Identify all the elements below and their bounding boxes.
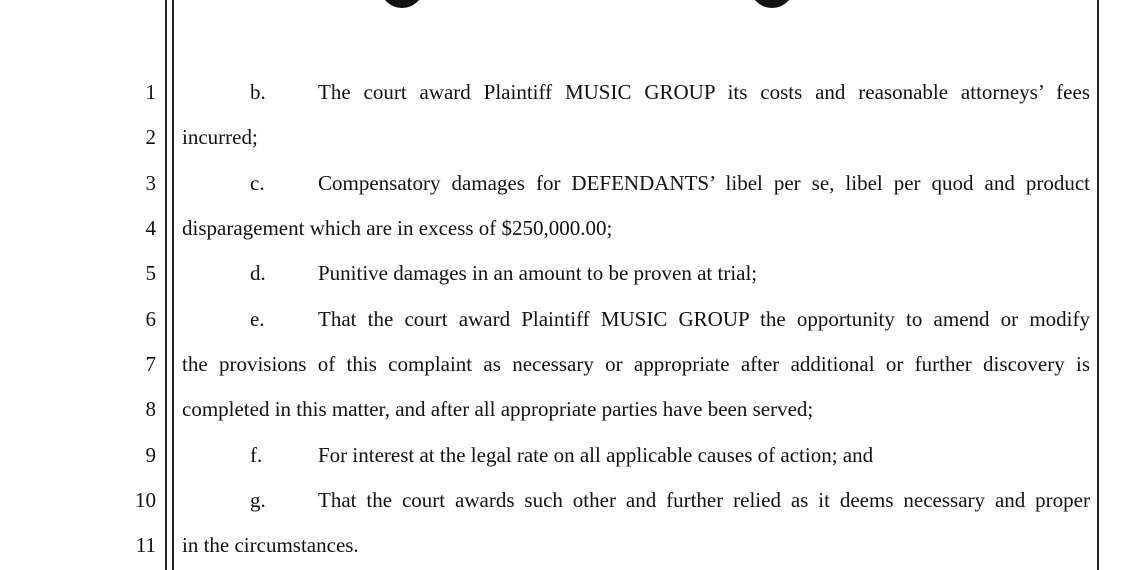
item-marker: c. [250,171,265,195]
line-number: 1 [145,80,156,104]
item-text: That the court award Plaintiff MUSIC GROUP the opportunity to amend or modify [318,307,1090,331]
line-number: 8 [145,397,156,421]
top-ink-mark-left [380,0,424,8]
line-number: 3 [145,171,156,195]
item-text: The court award Plaintiff MUSIC GROUP its costs and reasonable attorneys’ fees [318,80,1090,104]
right-margin-rule [1097,0,1099,570]
text-line-8: completed in this matter, and after all appropriate parties have been served; [182,397,814,421]
line-number: 4 [145,216,156,240]
line-number: 6 [145,307,156,331]
item-text: Punitive damages in an amount to be proven at trial; [318,261,758,285]
item-marker: b. [250,80,266,104]
text-line-4: disparagement which are in excess of $250,000.00; [182,216,613,240]
item-text: For interest at the legal rate on all applicable causes of action; and [318,443,874,467]
item-marker: f. [250,443,263,467]
text-line-2: incurred; [182,125,258,149]
line-number: 9 [145,443,156,467]
left-margin-rule-inner [172,0,174,570]
left-margin-rule-outer [165,0,167,570]
item-text: That the court awards such other and further relied as it deems necessary and proper [318,488,1090,512]
text-line-11: in the circumstances. [182,533,359,557]
line-number: 11 [135,533,156,557]
item-marker: d. [250,261,266,285]
item-marker: g. [250,488,266,512]
text-line-7: the provisions of this complaint as necessary or appropriate after additional or further discovery is [182,352,1090,376]
item-text: Compensatory damages for DEFENDANTS’ libel per se, libel per quod and product [318,171,1090,195]
line-number: 5 [145,261,156,285]
top-ink-mark-right [750,0,794,8]
line-number: 10 [135,488,156,512]
line-number: 2 [145,125,156,149]
line-number: 7 [145,352,156,376]
item-marker: e. [250,307,265,331]
